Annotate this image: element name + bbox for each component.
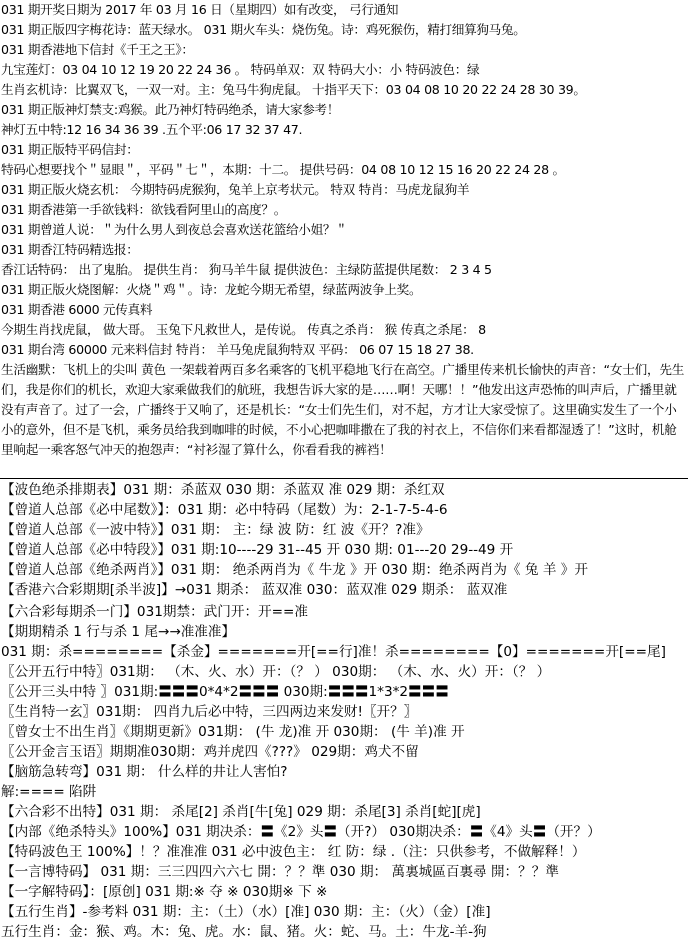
text-line-b12: 〖生肖特一玄〗031期： 四肖九后必中特，三四两边来发财!〖开？〗 [1,704,418,720]
text-line-l02: 031 期正版四字梅花诗：蓝天绿水。 031 期火车头：烧伤兔。诗：鸡死猴伤，精打细算狗马兔。 [1,22,526,37]
text-line-l04: 九宝莲灯：03 04 10 12 19 20 22 24 36 。 特码单双：双 特码大小：小 特码波色：绿 [1,62,480,77]
text-line-b06: 【香港六合彩期期[杀半波]】→031 期杀： 蓝双准 030：蓝双准 029 期杀： 蓝双准 [1,582,508,598]
text-line-l08: 031 期正版特平码信封： [1,142,139,157]
text-line-l14: 香江话特码： 出了鬼胎。 提供生肖： 狗马羊牛鼠 提供波色：主绿防蓝提供尾数： 2 3 4 5 [1,262,492,277]
text-line-b18: 【内部《绝杀特头》100%】031 期决杀：〓《2》头〓（开?） 030期决杀：〓《4》头〓（开？） [1,824,601,840]
text-line-l15: 031 期正版火烧图解：火烧＂鸡＂。诗：龙蛇今期无希望，绿蓝两波争上奖。 [1,282,422,297]
text-line-b21: 【一字解特码】：[原创] 031 期:※ 夺 ※ 030期※ 下 ※ [1,884,328,900]
text-line-b02: 【曾道人总部《必中尾数》】：031 期：必中特码（尾数）为：2-1-7-5-4-6 [1,502,448,518]
text-line-l16: 031 期香港 6000 元传真料 [1,302,153,317]
text-line-b19: 【特码波色王 100%】！？准准准 031 必中波色主： 红 防：绿 .（注：只供参考，不做解释！） [1,844,586,860]
text-line-b17: 【六合彩不出特】031 期： 杀尾[2] 杀肖[牛[兔] 029 期：杀尾[3] 杀肖[蛇][虎] [1,804,481,820]
text-line-l12: 031 期曾道人说：＂为什么男人到夜总会喜欢送花篮给小姐？＂ [1,222,348,237]
text-line-b11: 〖公开三头中特 〗031期:〓〓〓0*4*2〓〓〓 030期:〓〓〓1*3*2〓〓〓 [1,684,449,700]
text-line-b16: 解:==== 陷阱 [1,784,97,800]
text-line-l05: 生肖玄机诗：比翼双飞，一双一对。主：兔马牛狗虎鼠。 十指平天下：03 04 08 10 20 22 24 28 30 39。 [1,82,586,97]
text-line-b14: 〖公开金言玉语〗期期准030期：鸡并虎四《???》 029期：鸡犬不留 [1,744,419,760]
text-line-b09: 031 期：杀========【杀金】=======开[==行]准！杀========【0】=======开[==尾] [1,644,666,660]
text-line-b05: 【曾道人总部《绝杀两肖》】031 期： 绝杀两肖为《 牛龙 》开 030 期：绝杀两肖为《 兔 羊 》开 [1,562,588,578]
text-line-b15: 【脑筋急转弯】031 期： 什么样的井让人害怕? [1,764,288,780]
text-line-b23: 五行生肖：金：猴、鸡。木：兔、虎。水：鼠、猪。火：蛇、马。土：牛龙-羊-狗 [1,924,487,940]
text-line-l07: 神灯五中特:12 16 34 36 39 .五个平:06 17 32 37 47. [1,122,303,137]
text-line-l09: 特码心想要找个＂显眼＂，平码＂七＂，本期：十二。 提供号码：04 08 10 12 15 16 20 22 24 28 。 [1,162,565,177]
text-line-l11: 031 期香港第一手欲钱料：欲钱看阿里山的高度？。 [1,202,287,217]
text-line-l01: 031 期开奖日期为 2017 年 03 月 16 日（星期四）如有改变， 弓行通知 [1,2,399,17]
text-line-b22: 【五行生肖】-参考料 031 期：主：（土）（水）[准] 030 期：主：（火）（金）[准] [1,904,491,920]
text-line-b20: 【一言博特码】 031 期：三三四四六六七 開：？？準 030 期： 萬裏城區百裏尋 開：？？準 [1,864,559,880]
text-line-l03: 031 期香港地下信封《千王之王》： [1,42,194,57]
text-line-b10: 〖公开五行中特〗031期： （木、火、水）开：（？ ） 030期： （木、水、火）开：（？ ） [1,664,551,680]
text-line-b08: 【期期精杀 1 行与杀 1 尾→→准准准】 [1,624,236,640]
humor-story: 生活幽默：飞机上的尖叫 黄色 一架载着两百多名乘客的飞机平稳地飞行在高空。广播里传来机长愉快的声音：“女士们，先生们，我是你们的机长，欢迎大家乘做我们的航班，我想告诉大家的是……啊！天哪！！”他发出这声恐怖的叫声后，广播里就没有声音了。过了一会，广播终于又响了，还是机长：“女士们先生们，对不起，方才让大家受惊了。这里确实发生了一个小小的意外，但不是飞机，乘务员给我到咖啡的时候，不小心把咖啡撒在了我的衬衣上，不信你们来看都湿透了！”这时，机舱里响起一乘客怒气冲天的抱怨声：“衬衫湿了算什么，你看看我的裤裆！ [1,362,685,457]
text-line-l06: 031 期正版神灯禁支:鸡猴。此乃神灯特码绝杀，请大家参考！ [1,102,340,117]
text-line-l10: 031 期正版火烧玄机： 今期特码虎猴狗，兔羊上京考状元。 特双 特肖：马虎龙鼠狗羊 [1,182,470,197]
section-divider [0,478,688,479]
text-line-l18: 031 期台湾 60000 元来料信封 特肖： 羊马兔虎鼠狗特双 平码： 06 07 15 18 27 38. [1,342,474,357]
text-line-l13: 031 期香江特码精选报： [1,242,139,257]
text-line-b07: 【六合彩每期杀一门】031期禁：武门开：开==准 [1,604,309,620]
text-line-b13: 〖曾女士不出生肖〗《期期更新》031期： (牛 龙)准 开 030期： (牛 羊)准 开 [1,724,465,740]
text-line-l17: 今期生肖找虎鼠， 做大哥。 玉兔下凡救世人，是传说。 传真之杀肖： 猴 传真之杀尾： 8 [1,322,486,337]
text-line-b01: 【波色绝杀排期表】031 期：杀蓝双 030 期：杀蓝双 准 029 期：杀红双 [1,482,445,498]
text-line-b04: 【曾道人总部《必中特段》】031 期:10----29 31--45 开 030 期: 01---20 29--49 开 [1,542,514,558]
text-line-b03: 【曾道人总部《一波中特》】031 期： 主：绿 波 防：红 波《开？?准》 [1,522,430,538]
